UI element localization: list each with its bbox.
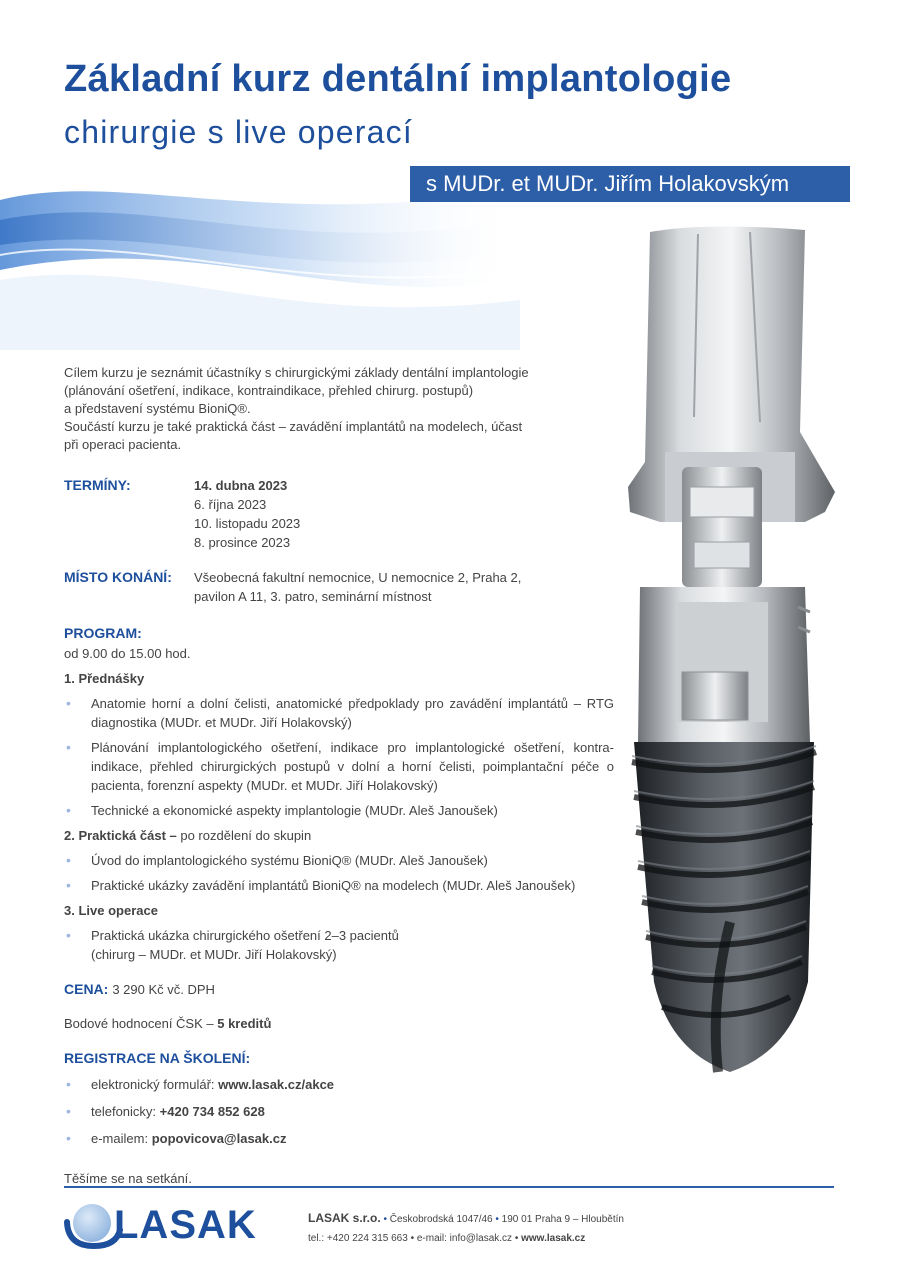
page-title: Základní kurz dentální implantologie xyxy=(64,58,732,100)
separator: • xyxy=(514,1233,522,1244)
lecturer-banner: s MUDr. et MUDr. Jiřím Holakovským xyxy=(410,166,850,202)
live-item-line: Praktická ukázka chirurgického ošetření 2–3 pacientů xyxy=(91,928,399,943)
list-item: • Úvod do implantologického systému BioniQ® (MUDr. Aleš Janoušek) xyxy=(64,851,614,870)
separator: • xyxy=(495,1214,502,1225)
company-phone[interactable]: tel.: +420 224 315 663 xyxy=(308,1233,408,1244)
date-item: 10. listopadu 2023 xyxy=(194,516,301,531)
venue-line: pavilon A 11, 3. patro, seminární místnost xyxy=(194,589,432,604)
list-item: • Plánování implantologického ošetření, indikace pro implantologické ošetření, kontra-indikace, přehled chirurgických postupů v dolní a horní čelisti, poimplantační péče o pacienta, forenzní aspekty (MUDr. et MUDr. Jiří Holakovský) xyxy=(64,738,614,795)
venue-line: Všeobecná fakultní nemocnice, U nemocnice 2, Praha 2, xyxy=(194,570,522,585)
dates-section xyxy=(64,476,614,552)
dates-label: TERMÍNY: xyxy=(64,477,131,493)
venue-section xyxy=(64,568,614,606)
program-label: PROGRAM: xyxy=(64,625,142,641)
lectures-list xyxy=(64,694,614,820)
separator: • xyxy=(410,1233,417,1244)
intro-line: Součástí kurzu je také praktická část – zavádění implantátů na modelech, účast xyxy=(64,419,523,434)
reg-phone-label: telefonicky: xyxy=(91,1104,160,1119)
closing-text: Těšíme se na setkání. xyxy=(64,1171,192,1186)
live-item-line: (chirurg – MUDr. et MUDr. Jiří Holakovský) xyxy=(91,947,337,962)
practical-list xyxy=(64,851,614,895)
reg-email-label: e-mailem: xyxy=(91,1131,152,1146)
reg-phone-link[interactable]: +420 734 852 628 xyxy=(159,1104,265,1119)
dates-list xyxy=(194,476,614,552)
credits-text: Bodové hodnocení ČSK – xyxy=(64,1016,218,1031)
logo-text: LASAK xyxy=(114,1203,257,1247)
section-practical-title xyxy=(64,827,614,845)
live-list xyxy=(64,926,614,964)
separator: • xyxy=(383,1214,390,1225)
intro-line: (plánování ošetření, indikace, kontraindikace, přehled chirurg. postupů) xyxy=(64,383,474,398)
registration-list xyxy=(64,1075,614,1148)
credits-section xyxy=(64,1015,614,1033)
company-web[interactable]: www.lasak.cz xyxy=(521,1233,586,1244)
venue-text xyxy=(194,568,614,606)
date-item: 6. října 2023 xyxy=(194,497,267,512)
company-contacts xyxy=(308,1232,585,1246)
section-practical-title-rest: po rozdělení do skupin xyxy=(176,828,312,843)
intro-line: při operaci pacienta. xyxy=(64,437,182,452)
course-intro xyxy=(64,364,614,454)
registration-label: REGISTRACE NA ŠKOLENÍ: xyxy=(64,1050,251,1066)
main-content xyxy=(64,364,614,1188)
list-item xyxy=(64,926,614,964)
dental-implant-illustration xyxy=(610,222,850,1102)
price-section xyxy=(64,980,614,999)
reg-form-link[interactable]: www.lasak.cz/akce xyxy=(218,1077,335,1092)
section-live-title: 3. Live operace xyxy=(64,903,158,918)
date-item: 14. dubna 2023 xyxy=(194,478,288,493)
page-subtitle: chirurgie s live operací xyxy=(64,114,413,150)
section-lectures-title: 1. Přednášky xyxy=(64,671,145,686)
intro-line: a představení systému BioniQ®. xyxy=(64,401,251,416)
footer-divider xyxy=(64,1186,834,1188)
list-item: • Anatomie horní a dolní čelisti, anatomické předpoklady pro zavádění implantátů – RTG diagnostika (MUDr. et MUDr. Jiří Holakovský) xyxy=(64,694,614,732)
company-info xyxy=(308,1211,624,1227)
price-label: CENA: xyxy=(64,981,109,997)
venue-label: MÍSTO KONÁNÍ: xyxy=(64,569,172,585)
intro-line: Cílem kurzu je seznámit účastníky s chirurgickými základy dentální implantologie xyxy=(64,365,529,380)
reg-form-label: elektronický formulář: xyxy=(91,1077,219,1092)
section-practical-title-bold: 2. Praktická část – xyxy=(64,828,177,843)
list-item: • Praktické ukázky zavádění implantátů BioniQ® na modelech (MUDr. Aleš Janoušek) xyxy=(64,876,614,895)
date-item: 8. prosince 2023 xyxy=(194,535,291,550)
company-email[interactable]: e-mail: info@lasak.cz xyxy=(416,1233,513,1244)
reg-email-link[interactable]: popovicova@lasak.cz xyxy=(151,1131,287,1146)
list-item xyxy=(64,1075,614,1094)
list-item xyxy=(64,1102,614,1121)
list-item xyxy=(64,1129,614,1148)
company-address: Českobrodská 1047/46 xyxy=(389,1214,493,1225)
program-time: od 9.00 do 15.00 hod. xyxy=(64,646,191,661)
list-item: • Technické a ekonomické aspekty implantologie (MUDr. Aleš Janoušek) xyxy=(64,801,614,820)
credits-value: 5 kreditů xyxy=(217,1016,272,1031)
company-name: LASAK s.r.o. xyxy=(308,1211,381,1225)
company-city: 190 01 Praha 9 – Hloubětín xyxy=(501,1214,624,1225)
price-value: 3 290 Kč vč. DPH xyxy=(112,982,215,997)
